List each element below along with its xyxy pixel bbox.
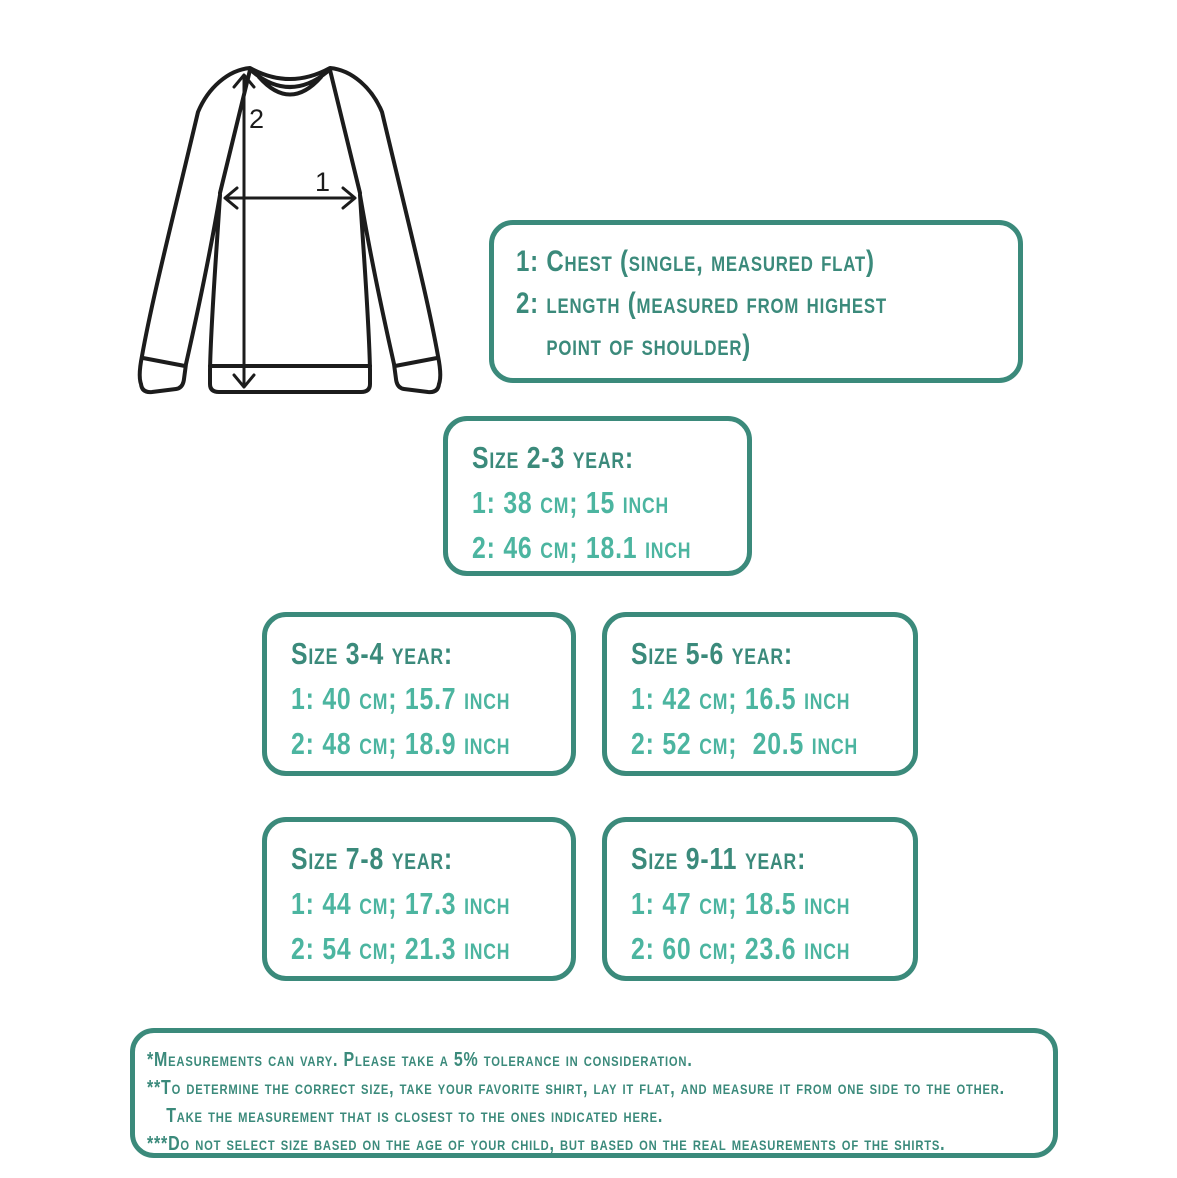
size-length-line: 2: 54 cm; 21.3 inch	[291, 931, 511, 966]
size-chest-line: 1: 44 cm; 17.3 inch	[291, 886, 511, 921]
size-length-line: 2: 48 cm; 18.9 inch	[291, 726, 511, 761]
size-title: Size 9-11 year:	[631, 841, 807, 876]
size-length-line: 2: 60 cm; 23.6 inch	[631, 931, 851, 966]
size-chest-line: 1: 42 cm; 16.5 inch	[631, 681, 851, 716]
size-box-7-8-year	[262, 817, 576, 981]
size-length-line: 2: 52 cm; 20.5 inch	[631, 726, 859, 761]
size-title: Size 2-3 year:	[472, 440, 634, 475]
size-title: Size 7-8 year:	[291, 841, 453, 876]
sweater-outline	[140, 68, 441, 392]
size-title: Size 5-6 year:	[631, 636, 793, 671]
notes-box	[130, 1028, 1058, 1158]
sweater-illustration	[120, 40, 460, 420]
note-age-warning: ***Do not select size based on the age of your child, but based on the real measurements of the shirts.	[147, 1133, 946, 1155]
legend-box	[489, 220, 1023, 383]
note-tolerance: *Measurements can vary. Please take a 5% tolerance in consideration.	[147, 1049, 693, 1071]
size-chest-line: 1: 38 cm; 15 inch	[472, 485, 670, 520]
legend-line-chest: 1: Chest (single, measured flat)	[516, 245, 875, 278]
size-chest-line: 1: 47 cm; 18.5 inch	[631, 886, 851, 921]
chest-arrow-label: 1	[315, 167, 331, 197]
note-how-to-measure: **To determine the correct size, take your favorite shirt, lay it flat, and measure it from one side to the other.	[147, 1077, 1005, 1099]
size-chest-line: 1: 40 cm; 15.7 inch	[291, 681, 511, 716]
length-arrow-label: 2	[249, 104, 265, 134]
legend-line-length: 2: length (measured from highest	[516, 287, 887, 320]
size-box-3-4-year	[262, 612, 576, 776]
sweater-diagram	[120, 40, 460, 420]
note-how-to-measure-cont: Take the measurement that is closest to the ones indicated here.	[166, 1105, 664, 1127]
legend-line-length-cont: point of shoulder)	[546, 329, 752, 362]
size-length-line: 2: 46 cm; 18.1 inch	[472, 530, 692, 565]
size-box-2-3-year	[443, 416, 752, 576]
size-box-9-11-year	[602, 817, 918, 981]
size-title: Size 3-4 year:	[291, 636, 453, 671]
size-box-5-6-year	[602, 612, 918, 776]
